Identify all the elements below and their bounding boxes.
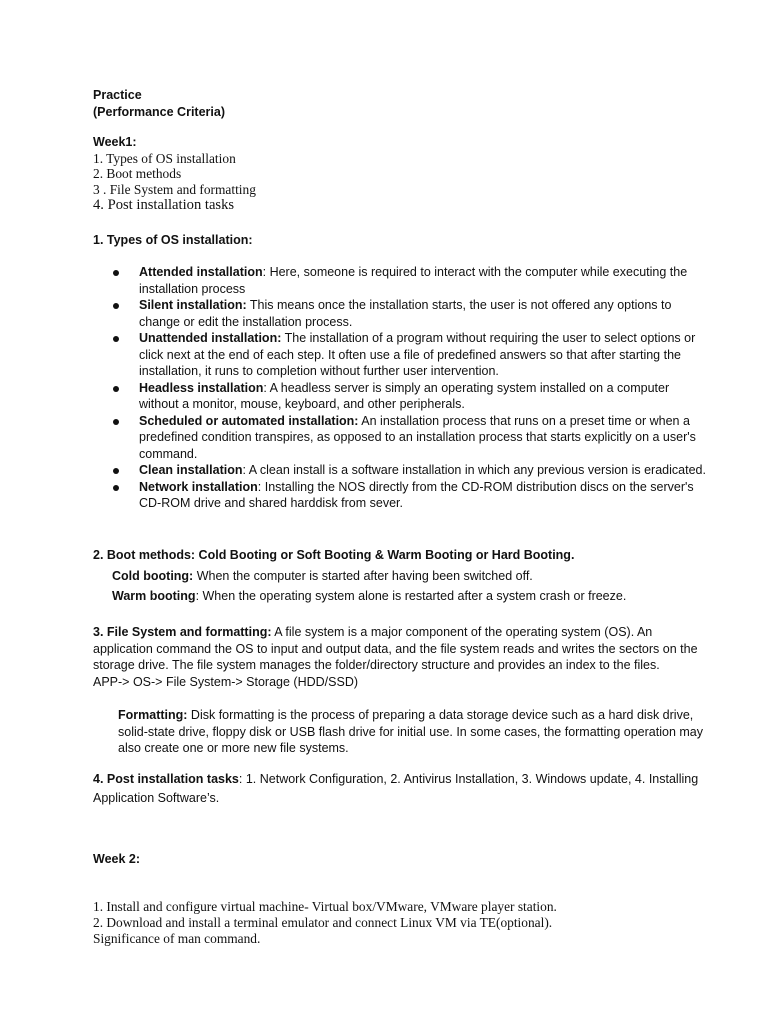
cold-booting-term: Cold booting: — [112, 568, 194, 583]
warm-booting-text: : When the operating system alone is restarted after a system crash or freeze. — [195, 589, 627, 603]
bullet-icon — [113, 303, 119, 309]
formatting-term: Formatting: — [118, 708, 188, 722]
list-item — [93, 380, 712, 413]
bullet-separator: : — [263, 380, 270, 395]
list-item — [93, 462, 712, 479]
bullet-term: Scheduled or automated installation: — [139, 413, 359, 428]
bullet-term: Headless installation — [139, 380, 264, 395]
week1-item: 3 . File System and formatting — [93, 182, 256, 198]
bullet-separator: : — [242, 463, 249, 477]
cold-booting-text: When the computer is started after having been switched off. — [193, 568, 533, 583]
section4-text: 1. Network Configuration, 2. Antivirus Installation, 3. Windows update, 4. Installing Application Software’s. — [93, 772, 699, 805]
warm-booting-term: Warm booting — [112, 589, 196, 603]
bullet-text: Installing the NOS directly from the CD-ROM distribution discs on the server's CD-ROM drive and shared harddisk from sever. — [139, 479, 694, 510]
bullet-text: A clean install is a software installation in which any previous version is eradicated. — [248, 463, 706, 477]
bullet-icon — [113, 485, 119, 491]
bullet-icon — [113, 419, 119, 425]
bullet-icon — [113, 386, 119, 392]
section1-heading-block — [93, 232, 712, 249]
week2-title: Week 2: — [93, 852, 141, 866]
list-item — [93, 264, 712, 297]
bullet-text: The installation of a program without requiring the user to select options or click next at the end of each step. It often use a file of predefined answers so that after starting the installation, it runs to completion without further user intervention. — [139, 331, 696, 378]
bullet-term: Clean installation — [139, 463, 243, 477]
week1-item: 1. Types of OS installation — [93, 150, 236, 166]
section2-block — [93, 547, 712, 605]
section3-paragraph — [93, 624, 712, 674]
formatting-paragraph — [93, 707, 712, 757]
week2-item: Significance of man command. — [93, 930, 261, 946]
week1-title: Week1: — [93, 135, 137, 149]
section3-text: A file system is a major component of the operating system (OS). An application command the OS to input and output data, and the file system reads and writes the sectors on the storage drive. The file system manages the folder/directory structure and provides an index to the files. — [93, 625, 698, 672]
storage-path: APP-> OS-> File System-> Storage (HDD/SSD) — [93, 674, 359, 689]
list-item — [93, 297, 712, 330]
week1-item: 2. Boot methods — [93, 166, 182, 182]
list-item — [93, 413, 712, 463]
warm-booting-line — [93, 588, 712, 605]
week2-item: 2. Download and install a terminal emulator and connect Linux VM via TE(optional). — [93, 914, 553, 930]
section1-heading: 1. Types of OS installation: — [93, 233, 253, 247]
section3-heading: 3. File System and formatting: — [93, 625, 272, 639]
section4-heading: 4. Post installation tasks — [93, 772, 239, 786]
bullet-text: A headless server is simply an operating system installed on a computer without a monitor, mouse, keyboard, and other peripherals. — [139, 380, 670, 411]
bullet-icon — [113, 270, 119, 276]
bullet-icon — [113, 336, 119, 342]
section3-block — [93, 624, 712, 757]
practice-title: Practice — [93, 88, 142, 102]
bullet-term: Attended installation — [139, 265, 263, 279]
bullet-separator: : — [257, 479, 265, 494]
section4-block — [93, 770, 712, 808]
bullet-term: Network installation — [139, 479, 258, 494]
week2-item: 1. Install and configure virtual machine- Virtual box/VMware, VMware player station. — [93, 899, 557, 914]
section4-paragraph — [93, 770, 712, 808]
bullet-icon — [113, 468, 119, 474]
bullet-separator: : — [262, 265, 270, 279]
bullet-text: This means once the installation starts, the user is not offered any options to change or edit the installation process. — [139, 298, 672, 329]
week2-block — [93, 899, 712, 946]
cold-booting-line — [93, 568, 712, 585]
bullet-text: An installation process that runs on a preset time or when a predefined condition transpires, as opposed to an installation process that starts explicitly on a user's command. — [139, 413, 696, 461]
week1-block — [93, 134, 712, 214]
bullet-term: Silent installation: — [139, 298, 247, 312]
bullet-text: Here, someone is required to interact with the computer while executing the installation process — [139, 265, 688, 296]
section2-heading: 2. Boot methods: Cold Booting or Soft Booting & Warm Booting or Hard Booting. — [93, 548, 575, 562]
header-block — [93, 87, 712, 120]
performance-criteria-title: (Performance Criteria) — [93, 104, 225, 119]
section4-separator: : — [238, 772, 246, 786]
week2-heading-block — [93, 851, 712, 868]
list-item — [93, 330, 712, 380]
week1-item: 4. Post installation tasks — [93, 196, 235, 213]
section1-bullets — [93, 264, 712, 512]
list-item — [93, 479, 712, 512]
formatting-text: Disk formatting is the process of preparing a data storage device such as a hard disk drive, solid-state drive, floppy disk or USB flash drive for initial use. In some cases, the formatting operation may also create one or more new file systems. — [118, 708, 703, 755]
bullet-term: Unattended installation: — [139, 331, 282, 345]
